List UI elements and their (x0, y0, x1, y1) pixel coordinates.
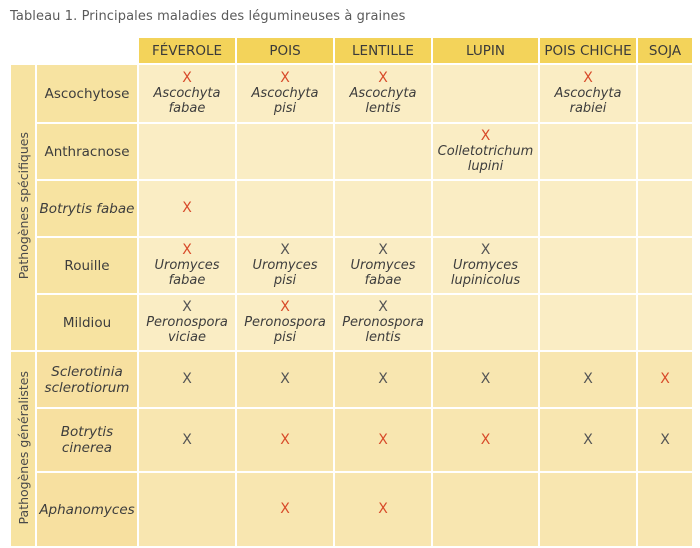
pathogen-species: lentis (365, 330, 401, 345)
table-cell (237, 409, 333, 471)
pathogen-species: fabae (168, 273, 206, 288)
gray-cross-mark: X (378, 299, 388, 315)
row-group-label-text: Pathogènes généralistes (15, 370, 31, 525)
table-cell (139, 124, 235, 179)
table-cell (540, 65, 636, 122)
table-row (11, 295, 692, 350)
pathogen-genus: Uromyces (452, 258, 519, 273)
gray-cross-mark: X (182, 431, 192, 448)
disease-label: Aphanomyces (37, 473, 137, 546)
table-cell (638, 352, 692, 407)
red-cross-mark: X (182, 242, 192, 258)
disease-label: Anthracnose (37, 124, 137, 179)
pathogen-genus: Uromyces (252, 258, 318, 273)
red-cross-mark: X (660, 371, 670, 387)
disease-label (37, 352, 137, 407)
red-cross-mark: X (378, 431, 388, 448)
column-header-soja: SOJA (638, 38, 692, 63)
disease-label-line: Sclerotinia (51, 363, 123, 380)
table-cell (433, 181, 538, 236)
disease-label: Botrytis fabae (37, 181, 137, 236)
table-cell (433, 295, 538, 350)
table-row (11, 238, 692, 293)
table-cell (540, 409, 636, 471)
red-cross-mark: X (182, 200, 192, 216)
pathogen-species: pisi (273, 273, 297, 288)
table-cell (433, 124, 538, 179)
table-cell (638, 238, 692, 293)
table-cell (335, 124, 431, 179)
disease-label-line: cinerea (61, 440, 113, 456)
table-row (11, 124, 692, 179)
disease-label-line: sclerotiorum (44, 379, 130, 396)
table-row (11, 409, 692, 471)
gray-cross-mark: X (378, 242, 388, 258)
header-row (11, 38, 692, 63)
red-cross-mark: X (378, 70, 388, 86)
pathogen-species: pisi (273, 330, 297, 345)
table-row (11, 181, 692, 236)
table-cell (237, 238, 333, 293)
gray-cross-mark: X (182, 371, 192, 387)
table-cell (433, 473, 538, 546)
row-group-label-text: Pathogènes spécifiques (15, 132, 31, 280)
pathogen-genus: Ascochyta (349, 86, 417, 101)
red-cross-mark: X (182, 70, 192, 86)
table-row (11, 473, 692, 546)
table-cell (139, 295, 235, 350)
row-group-label (11, 65, 35, 350)
pathogen-species: lupinicolus (450, 273, 521, 288)
header-blank (11, 38, 35, 63)
table-cell (638, 124, 692, 179)
table-row (11, 352, 692, 407)
pathogen-genus: Ascochyta (554, 86, 622, 101)
pathogen-species: lentis (365, 101, 401, 116)
red-cross-mark: X (280, 431, 290, 448)
table-cell (540, 473, 636, 546)
table-cell (433, 238, 538, 293)
table-cell (335, 295, 431, 350)
table-cell (335, 409, 431, 471)
pathogen-species: pisi (273, 101, 297, 116)
red-cross-mark: X (378, 501, 388, 517)
pathogen-genus: Colletotrichum (437, 144, 534, 159)
diseases-table (9, 36, 694, 548)
table-cell (139, 473, 235, 546)
disease-label (37, 409, 137, 471)
gray-cross-mark: X (182, 299, 192, 315)
gray-cross-mark: X (378, 371, 388, 387)
gray-cross-mark: X (583, 431, 593, 448)
table-cell (139, 409, 235, 471)
pathogen-genus: Uromyces (350, 258, 416, 273)
table-cell (540, 295, 636, 350)
pathogen-species: fabae (168, 101, 206, 116)
row-group-label (11, 352, 35, 546)
pathogen-species: fabae (364, 273, 402, 288)
red-cross-mark: X (280, 70, 290, 86)
table-cell (237, 124, 333, 179)
column-header-lentille: LENTILLE (335, 38, 431, 63)
table-cell (433, 409, 538, 471)
table-cell (335, 352, 431, 407)
table-cell (139, 65, 235, 122)
gray-cross-mark: X (583, 371, 593, 387)
table-cell (237, 473, 333, 546)
disease-label-line: Botrytis (60, 424, 114, 440)
table-cell (433, 352, 538, 407)
table-cell (139, 181, 235, 236)
table-cell (237, 295, 333, 350)
pathogen-genus: Uromyces (154, 258, 220, 273)
table-row (11, 65, 692, 122)
disease-label: Rouille (37, 238, 137, 293)
table-cell (237, 65, 333, 122)
red-cross-mark: X (583, 70, 593, 86)
red-cross-mark: X (280, 299, 290, 315)
disease-label: Mildiou (37, 295, 137, 350)
table-cell (540, 238, 636, 293)
table-cell (335, 181, 431, 236)
red-cross-mark: X (480, 431, 491, 448)
column-header-lupin: LUPIN (433, 38, 538, 63)
red-cross-mark: X (280, 501, 290, 517)
header-blank (37, 38, 137, 63)
pathogen-genus: Peronospora (244, 315, 326, 330)
table-caption: Tableau 1. Principales maladies des légumineuses à graines (10, 9, 406, 24)
pathogen-species: rabiei (569, 101, 607, 116)
gray-cross-mark: X (480, 242, 491, 258)
table-cell (540, 124, 636, 179)
gray-cross-mark: X (280, 242, 290, 258)
column-header-pois: POIS (237, 38, 333, 63)
gray-cross-mark: X (280, 371, 290, 387)
table-cell (638, 409, 692, 471)
pathogen-genus: Ascochyta (251, 86, 319, 101)
table-cell (638, 473, 692, 546)
table-cell (237, 181, 333, 236)
table-cell (540, 352, 636, 407)
table-cell (335, 238, 431, 293)
table-cell (139, 238, 235, 293)
table-cell (139, 352, 235, 407)
table-cell (638, 65, 692, 122)
table-cell (638, 181, 692, 236)
disease-label: Ascochytose (37, 65, 137, 122)
table-cell (335, 473, 431, 546)
gray-cross-mark: X (660, 431, 670, 448)
pathogen-genus: Ascochyta (153, 86, 221, 101)
column-header-feverole: FÉVEROLE (139, 38, 235, 63)
table-cell (335, 65, 431, 122)
pathogen-species: viciae (167, 330, 207, 345)
table-cell (540, 181, 636, 236)
gray-cross-mark: X (480, 371, 491, 387)
column-header-pois-chiche: POIS CHICHE (540, 38, 636, 63)
pathogen-genus: Peronospora (146, 315, 228, 330)
pathogen-species: lupini (467, 159, 504, 174)
table-cell (638, 295, 692, 350)
red-cross-mark: X (480, 128, 491, 144)
pathogen-genus: Peronospora (342, 315, 424, 330)
table-cell (433, 65, 538, 122)
table-cell (237, 352, 333, 407)
